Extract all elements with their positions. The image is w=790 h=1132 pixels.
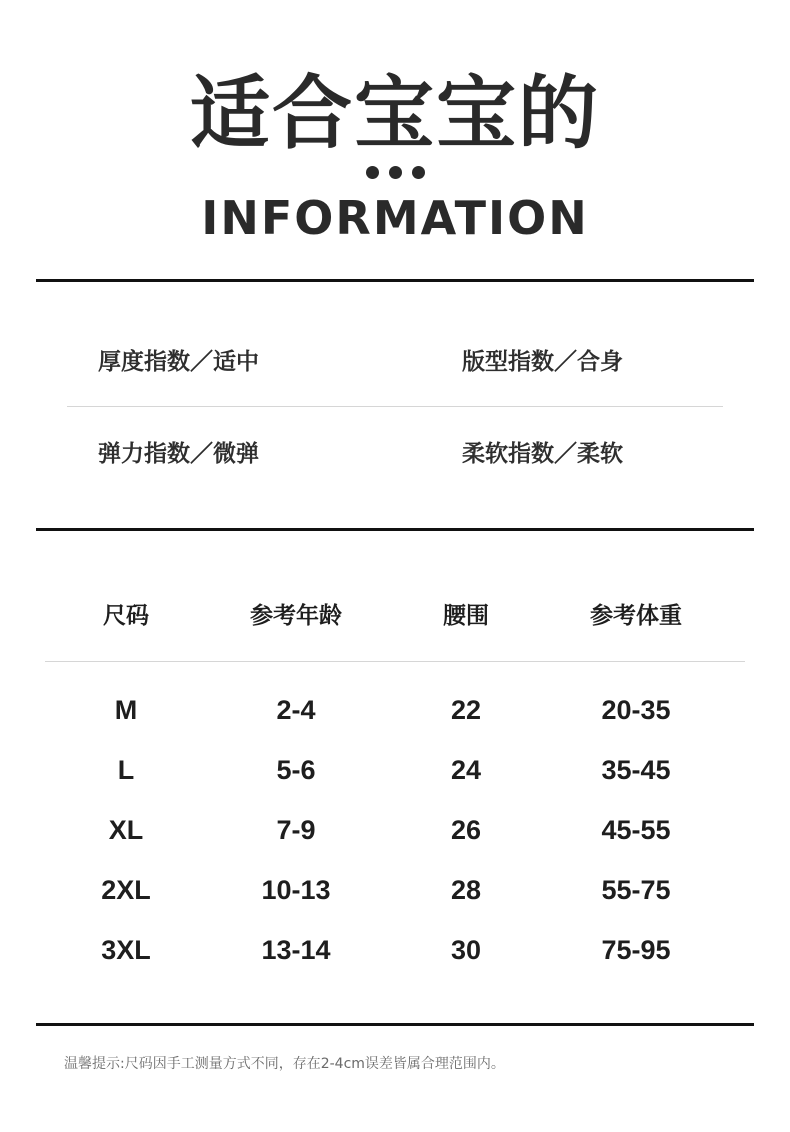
cell-waist: 28 — [450, 875, 482, 905]
fit-index: 版型指数／合身 — [462, 349, 623, 375]
cell-age: 2-4 — [276, 695, 316, 725]
cell-waist: 30 — [450, 935, 482, 965]
cell-age: 10-13 — [261, 875, 331, 905]
elasticity-index: 弹力指数／微弹 — [98, 441, 259, 467]
page-subtitle: INFORMATION — [201, 191, 589, 245]
decorative-dots — [0, 166, 790, 179]
divider-indices — [67, 406, 723, 407]
cell-weight: 55-75 — [601, 875, 671, 905]
cell-size: XL — [108, 815, 144, 845]
dot — [412, 166, 425, 179]
cell-weight: 75-95 — [601, 935, 671, 965]
column-header-weight: 参考体重 — [590, 603, 682, 629]
dot — [389, 166, 402, 179]
page-title: 适合宝宝的 — [190, 67, 600, 160]
cell-waist: 26 — [450, 815, 482, 845]
divider-middle — [36, 528, 754, 531]
cell-weight: 35-45 — [601, 755, 671, 785]
footer-note: 温馨提示:尺码因手工测量方式不同，存在2-4cm误差皆属合理范围内。 — [64, 1056, 505, 1072]
column-header-size: 尺码 — [103, 603, 149, 629]
softness-index: 柔软指数／柔软 — [462, 441, 623, 467]
divider-top — [36, 279, 754, 282]
cell-age: 13-14 — [261, 935, 331, 965]
cell-age: 5-6 — [276, 755, 316, 785]
column-header-age: 参考年龄 — [250, 603, 342, 629]
cell-waist: 22 — [450, 695, 482, 725]
cell-size: 2XL — [101, 875, 151, 905]
cell-age: 7-9 — [276, 815, 316, 845]
cell-size: 3XL — [101, 935, 151, 965]
cell-weight: 45-55 — [601, 815, 671, 845]
column-header-waist: 腰围 — [443, 603, 489, 629]
cell-weight: 20-35 — [601, 695, 671, 725]
cell-size: M — [114, 695, 138, 725]
cell-waist: 24 — [450, 755, 482, 785]
table-header-divider — [45, 661, 745, 662]
divider-bottom — [36, 1023, 754, 1026]
cell-size: L — [117, 755, 135, 785]
dot — [366, 166, 379, 179]
thickness-index: 厚度指数／适中 — [98, 349, 259, 375]
